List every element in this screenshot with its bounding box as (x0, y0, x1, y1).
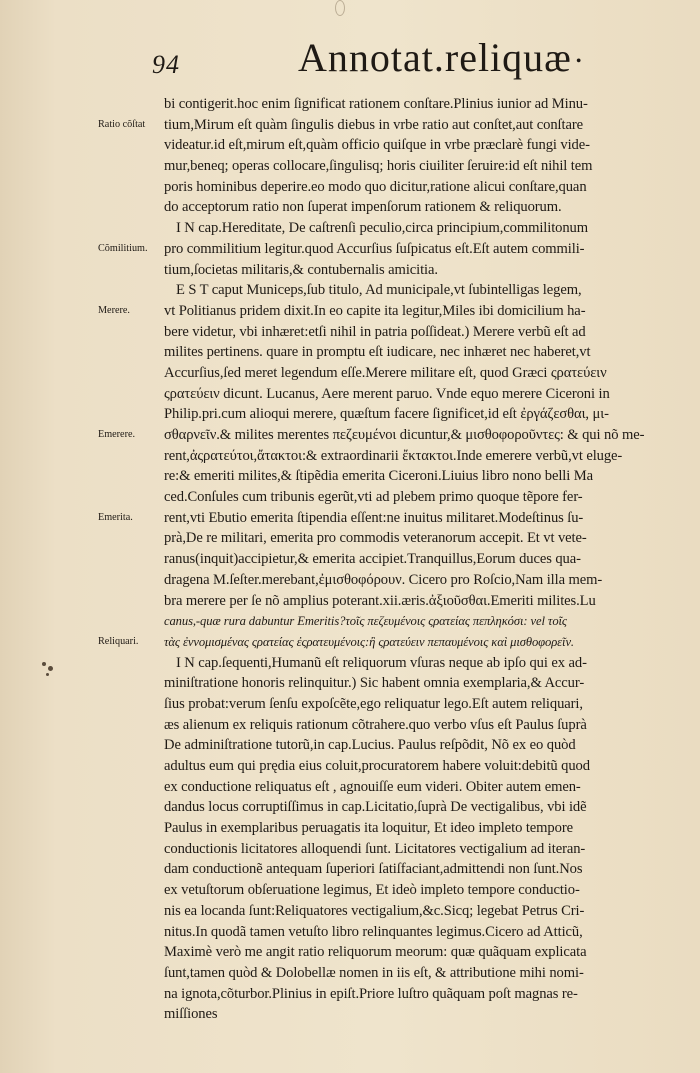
running-head-title: Annotat.reliquæ (298, 35, 572, 80)
text-line: tium,ſocietas militaris,& contubernalis amicitia. (164, 261, 438, 278)
text-line: miſſiones (164, 1006, 218, 1023)
page-number: 94 (152, 50, 180, 79)
text-line: ςρατεύειν dicunt. Lucanus, Aere merent paruo. Vnde equo merere Ciceroni in (164, 385, 610, 402)
text-line: dragena M.ſeſter.merebant,ἐμισθοφόρουν. Cicero pro Roſcio,Nam illa mem- (164, 571, 603, 588)
marginal-note: Reliquari. (98, 636, 139, 648)
marginal-note: Cõmilitium. (98, 242, 148, 254)
text-line: ranus(inquit)accipietur,& emerita accipiet.Tranquillus,Eorum duces qua- (164, 551, 581, 568)
ink-spot (48, 666, 53, 671)
text-line: Paulus in exemplaribus peruagatis ita loquitur, Et ideo impleto tempore (164, 820, 573, 837)
text-line: milites pertinens. quare in promptu eſt iudicare, nec inhæret nec haberet,vt (164, 344, 591, 361)
ink-spot (42, 662, 46, 666)
text-line: ced.Conſules cum tribunis egerũt,vti ad plebem primo quoque tẽpore fer- (164, 489, 583, 506)
marginal-note: Emerere. (98, 429, 136, 441)
text-line: E S T caput Municeps,ſub titulo, Ad municipale,vt ſubintelligas legem, (176, 282, 582, 299)
text-line: Maximè verò me angit ratio reliquorum meorum: quæ quãquam explicata (164, 944, 587, 961)
text-line: prà,De re militari, emerita pro commodis veteranorum accepit. Et vt vete- (164, 530, 587, 547)
text-line: ex conductione reliquatus eſt , agnouiſſe eum videri. Obiter autem emen- (164, 778, 581, 795)
text-line: æs alienum ex reliquis rationum cõtrahere.quo verbo vſus eſt Paulus ſuprà (164, 716, 587, 733)
text-line: nis ea locanda ſunt:Reliquatores vectigalium,&c.Sicq; legebat Petrus Cri- (164, 902, 585, 919)
text-line: canus,-quæ rura dabuntur Emeritis?τοῖς πεζευμένοις ςρατείας πεπληκόσι: vel τοῖς (164, 614, 567, 629)
marginal-note: Merere. (98, 305, 130, 316)
text-line: bi contigerit.hoc enim ſignificat rationem conſtare.Plinius iunior ad Minu- (164, 96, 588, 112)
text-line: poris hominibus deperire.eo modo quo dicitur,ratione alicui conſtare,quan (164, 178, 587, 195)
text-line: ex vetuſtorum obſeruatione legimus, Et ideò impleto tempore conductio- (164, 882, 580, 899)
text-line: Accurſius,ſed meret legendum eſſe.Merere militare eſt, quod Græci ςρατεύειν (164, 364, 607, 381)
text-line: ſunt,tamen quòd & Dolobellæ nomen in iis eſt, & attributione mihi nomi- (164, 964, 584, 981)
text-line: I N cap.Hereditate, De caſtrenſi peculio,circa principium,commilitonum (176, 220, 589, 237)
page-edge-mark (335, 0, 345, 16)
text-line: dam conductionẽ antequam ſuperiori ſatiſfaciant,admittendi non ſunt.Nos (164, 861, 583, 878)
text-line: re:& emeriti milites,& ſtipẽdia emerita Ciceroni.Liuius libro nono belli Ma (164, 468, 593, 485)
ink-spot (46, 673, 49, 676)
text-line: conductionis licitatores alloquendi ſunt. Licitatores vectigalium ad iteran- (164, 840, 586, 857)
text-line: vt Politianus pridem dixit.In eo capite ita legitur,Miles ibi domicilium ha- (164, 302, 586, 319)
running-head (298, 34, 582, 81)
text-line: De adminiſtratione tutorũ,in cap.Lucius. Paulus reſpõdit, Nõ ex eo quòd (164, 737, 576, 754)
text-line: I N cap.ſequenti,Humanũ eſt reliquorum vſuras neque ab ipſo qui ex ad- (176, 654, 587, 671)
marginal-note: Ratio cõſtat (98, 118, 146, 130)
text-line: σθαρνεῖν.& milites merentes πεζευμένοι dicuntur,& μισθοφοροῦντες: & qui nõ me- (164, 427, 645, 443)
text-line: videatur.id eſt,mirum eſt,quàm officio quiſque in vrbe præclarè fungi vide- (164, 137, 590, 154)
text-line: adultus eum qui prędia eius coluit,procuratorem habere voluit:debitũ quod (164, 758, 590, 774)
text-line: ſius probat:verum ſenſu expoſcẽte,ego reliquatur lego.Eſt autem reliquari, (164, 695, 583, 712)
text-line: dandus locus corruptiſſimus in cap.Licitatio,ſuprà De vectigalibus, vbi idẽ (164, 799, 587, 816)
text-line: bra merere per ſe nõ amplius poterant.xii.æris.ἀξιοῦσθαι.Emeriti milites.Lu (164, 592, 596, 609)
marginal-note: Emerita. (98, 512, 133, 523)
text-line: do acceptorum ratio non ſuperat impenſorum rationem & reliquorum. (164, 199, 562, 216)
text-line: τὰς ἐννομισμένας ςρατείας ἐςρατευμένοις:ἢ ςρατεύειν πεπαυμένοις καὶ μισθοφορεῖν. (164, 634, 574, 649)
text-line: miniſtratione honoris relinquitur.) Sic habent omnia exemplaria,& Accur- (164, 675, 585, 692)
text-line: pro commilitium legitur.quod Accurſius ſuſpicatus eſt.Eſt autem commili- (164, 240, 585, 257)
text-line: mur,beneq; operas collocare,ſingulisq; horis ciuiliter ſeruire:id eſt nihil tem (164, 158, 593, 175)
body-text (164, 94, 684, 1025)
text-line: bere videtur, vbi inhæret:etſi nihil in patria poſſideat.) Merere verbũ eſt ad (164, 323, 586, 340)
running-head-ornament: • (575, 52, 583, 70)
text-line: tium,Mirum eſt quàm ſingulis diebus in vrbe ratio aut conſtet,aut conſtare (164, 116, 583, 133)
text-line: Philip.pri.cum alioqui merere, quæſtum facere ſignificet,id eſt ἐργάζεσθαι, μι- (164, 406, 609, 423)
text-line: na ignota,cõturbor.Plinius in epiſt.Priore luſtro quãquam poſt magnas re- (164, 985, 578, 1002)
text-line: rent,vti Ebutio emerita ſtipendia eſſent:ne inuitus militaret.Modeſtinus ſu- (164, 509, 584, 526)
text-line: rent,ἀςρατεύτοι,ἄτακτοι:& extraordinarii ἔκτακτοι.Inde emerere verbũ,vt eluge- (164, 447, 623, 464)
text-line: nitus.In quodã tamen vetuſto libro relinquantes legimus.Cicero ad Atticũ, (164, 923, 583, 940)
